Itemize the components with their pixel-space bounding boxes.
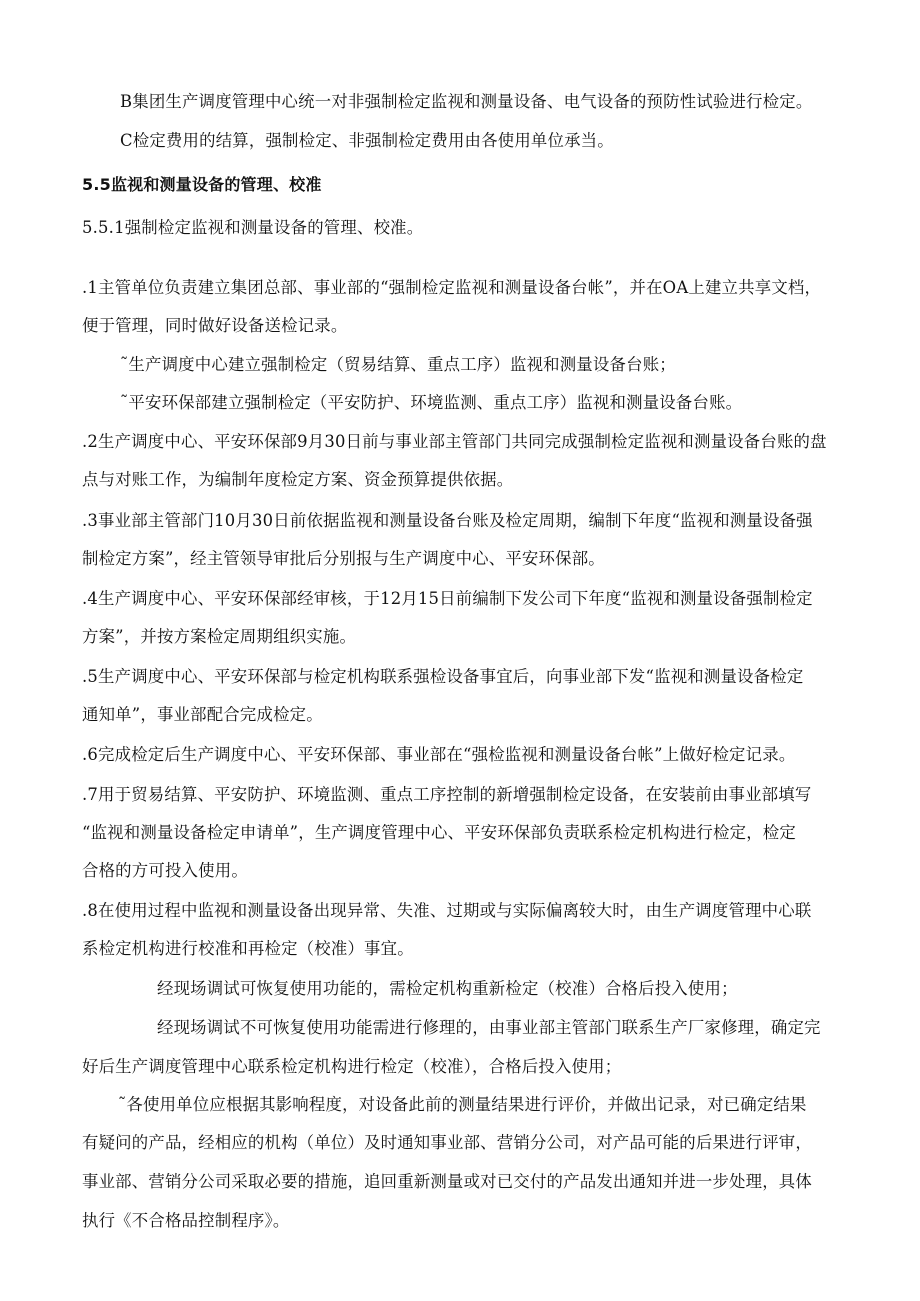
text-line: 方案”，并按方案检定周期组织实施。 bbox=[82, 627, 357, 646]
text-line: ˜平安环保部建立强制检定（平安防护、环境监测、重点工序）监视和测量设备台账。 bbox=[120, 393, 743, 412]
text-line: B集团生产调度管理中心统一对非强制检定监视和测量设备、电气设备的预防性试验进行检定。 bbox=[120, 92, 813, 111]
text-line: .4生产调度中心、平安环保部经审核，于12月15日前编制下发公司下年度“监视和测量设备强制检定 bbox=[82, 589, 813, 608]
text-line: “监视和测量设备检定申请单”，生产调度管理中心、平安环保部负责联系检定机构进行检定，检定 bbox=[82, 823, 796, 842]
text-line: 执行《不合格品控制程序》。 bbox=[82, 1211, 290, 1230]
text-line: .1主管单位负责建立集团总部、事业部的“强制检定监视和测量设备台帐”，并在OA上建立共享文档， bbox=[82, 278, 822, 297]
subsection-heading: 5.5.1强制检定监视和测量设备的管理、校准。 bbox=[82, 218, 424, 237]
text-line: C检定费用的结算，强制检定、非强制检定费用由各使用单位承当。 bbox=[120, 131, 614, 150]
text-line: .8在使用过程中监视和测量设备出现异常、失准、过期或与实际偏离较大时，由生产调度管理中心联 bbox=[82, 901, 812, 920]
text-line: 合格的方可投入使用。 bbox=[82, 861, 248, 880]
text-line: .7用于贸易结算、平安防护、环境监测、重点工序控制的新增强制检定设备，在安装前由事业部填写 bbox=[82, 785, 812, 804]
text-line: 经现场调试不可恢复使用功能需进行修理的，由事业部主管部门联系生产厂家修理，确定完 bbox=[157, 1018, 821, 1037]
text-line: 便于管理，同时做好设备送检记录。 bbox=[82, 316, 348, 335]
text-line: ˜各使用单位应根据其影响程度，对设备此前的测量结果进行评价，并做出记录，对已确定结果 bbox=[118, 1095, 807, 1114]
section-heading: 5.5监视和测量设备的管理、校准 bbox=[82, 175, 322, 194]
text-line: 有疑问的产品，经相应的机构（单位）及时通知事业部、营销分公司，对产品可能的后果进行评审， bbox=[82, 1133, 812, 1152]
text-line: ˜生产调度中心建立强制检定（贸易结算、重点工序）监视和测量设备台账； bbox=[120, 355, 676, 374]
text-line: 通知单”，事业部配合完成检定。 bbox=[82, 705, 323, 724]
text-line: 事业部、营销分公司采取必要的措施，追回重新测量或对已交付的产品发出通知并进一步处理，具体 bbox=[82, 1172, 812, 1191]
text-line: .2生产调度中心、平安环保部9月30日前与事业部主管部门共同完成强制检定监视和测量设备台账的盘 bbox=[82, 432, 827, 451]
text-line: 点与对账工作，为编制年度检定方案、资金预算提供依据。 bbox=[82, 470, 514, 489]
text-line: 制检定方案”，经主管领导审批后分别报与生产调度中心、平安环保部。 bbox=[82, 549, 605, 568]
text-line: .5生产调度中心、平安环保部与检定机构联系强检设备事宜后，向事业部下发“监视和测量设备检定 bbox=[82, 667, 804, 686]
text-line: 经现场调试可恢复使用功能的，需检定机构重新检定（校准）合格后投入使用； bbox=[157, 979, 738, 998]
text-line: .3事业部主管部门10月30日前依据监视和测量设备台账及检定周期，编制下年度“监视和测量设备强 bbox=[82, 511, 813, 530]
text-line: .6完成检定后生产调度中心、平安环保部、事业部在“强检监视和测量设备台帐”上做好检定记录。 bbox=[82, 745, 796, 764]
text-line: 好后生产调度管理中心联系检定机构进行检定（校准），合格后投入使用； bbox=[82, 1057, 622, 1076]
text-line: 系检定机构进行校准和再检定（校准）事宜。 bbox=[82, 939, 414, 958]
